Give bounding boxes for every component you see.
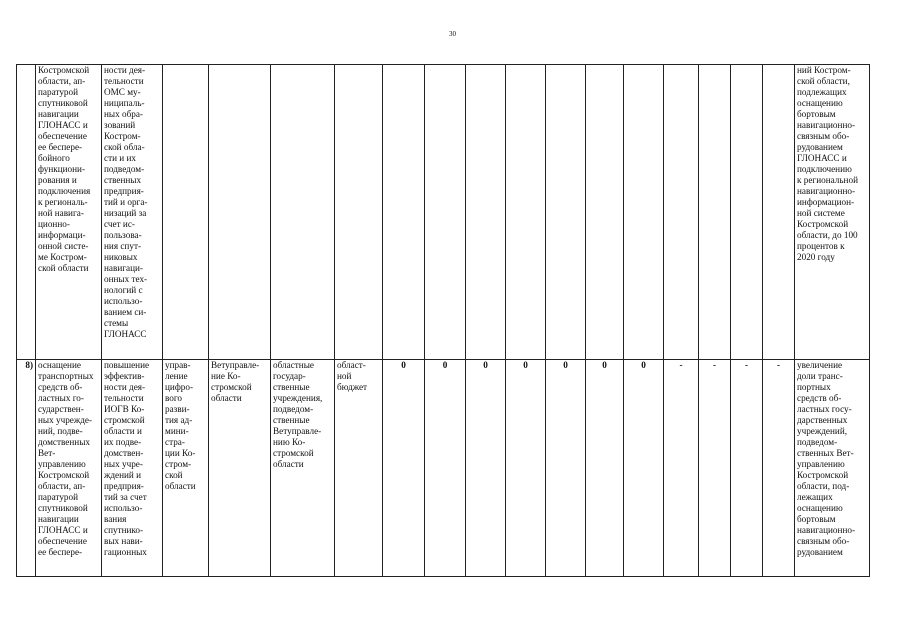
value-cell: 0 bbox=[624, 360, 664, 577]
executor-cell: управ- ление цифро- вого разви- тия ад- мини- стра- ции Ко- стром- ской области bbox=[163, 360, 209, 577]
value-cell bbox=[731, 65, 763, 360]
table-row bbox=[17, 65, 870, 360]
value-cell bbox=[586, 65, 624, 360]
event-cell: оснащение транспортных средств об- ластных го- сударствен- ных учрежде- ний, подве- домственных Вет- управлению Костромской области, ап- паратурой спутниковой навигации ГЛОНАСС и обеспечение ее беспере- bbox=[36, 360, 102, 577]
table-row bbox=[17, 360, 870, 577]
funding-source-cell bbox=[335, 65, 383, 360]
coexecutor-cell bbox=[209, 65, 271, 360]
value-cell: - bbox=[664, 360, 699, 577]
value-cell bbox=[664, 65, 699, 360]
event-cell: Костромской области, ап- паратурой спутниковой навигации ГЛОНАСС и обеспечение ее беспере- бойного функциони- рования и подключения к региональ- ной навига- ционно- информаци- онной систе- ме Костром- ской области bbox=[36, 65, 102, 360]
value-cell bbox=[699, 65, 731, 360]
value-cell bbox=[425, 65, 466, 360]
program-table bbox=[16, 64, 870, 577]
value-cell bbox=[624, 65, 664, 360]
value-cell bbox=[383, 65, 425, 360]
value-cell bbox=[763, 65, 795, 360]
coexecutor-cell: Ветуправле- ние Ко- стромской области bbox=[209, 360, 271, 577]
value-cell bbox=[546, 65, 586, 360]
value-cell: 0 bbox=[383, 360, 425, 577]
value-cell: 0 bbox=[425, 360, 466, 577]
value-cell: 0 bbox=[546, 360, 586, 577]
participants-cell: областные государ- ственные учреждения, подведом- ственные Ветуправле- нию Ко- стромской области bbox=[271, 360, 335, 577]
executor-cell bbox=[163, 65, 209, 360]
goal-cell: повышение эффектив- ности дея- тельности ИОГВ Ко- стромской области и их подве- домствен- ных учре- ждений и предприя- тий за счет использо- вания спутнико- вых нави- гационных bbox=[102, 360, 163, 577]
value-cell bbox=[466, 65, 506, 360]
value-cell: 0 bbox=[466, 360, 506, 577]
goal-cell: ности дея- тельности ОМС му- ниципаль- ных обра- зований Костром- ской обла- сти и их подведом- ственных предприя- тий и орга- низаций за счет ис- пользова- ния спут- никовых навигаци- онных тех- нологий с использо- ванием си- стемы ГЛОНАСС bbox=[102, 65, 163, 360]
result-cell: ний Костром- ской области, подлежащих оснащению бортовым навигационно- связным обо- рудованием ГЛОНАСС и подключению к региональной навигационно- информацион- ной системе Костромской области, до 100 процентов к 2020 году bbox=[795, 65, 870, 360]
value-cell: - bbox=[731, 360, 763, 577]
result-cell: увеличение доли транс- портных средств об- ластных госу- дарственных учреждений, подведом- ственных Вет- управлению Костромской области, под- лежащих оснащению бортовым навигационно- связным обо- рудованием bbox=[795, 360, 870, 577]
row-number-cell: 8) bbox=[17, 360, 36, 577]
page-number: 30 bbox=[449, 30, 456, 38]
row-number-cell bbox=[17, 65, 36, 360]
value-cell: - bbox=[699, 360, 731, 577]
participants-cell bbox=[271, 65, 335, 360]
value-cell: 0 bbox=[586, 360, 624, 577]
funding-source-cell: област- ной бюджет bbox=[335, 360, 383, 577]
value-cell: 0 bbox=[506, 360, 546, 577]
value-cell: - bbox=[763, 360, 795, 577]
value-cell bbox=[506, 65, 546, 360]
